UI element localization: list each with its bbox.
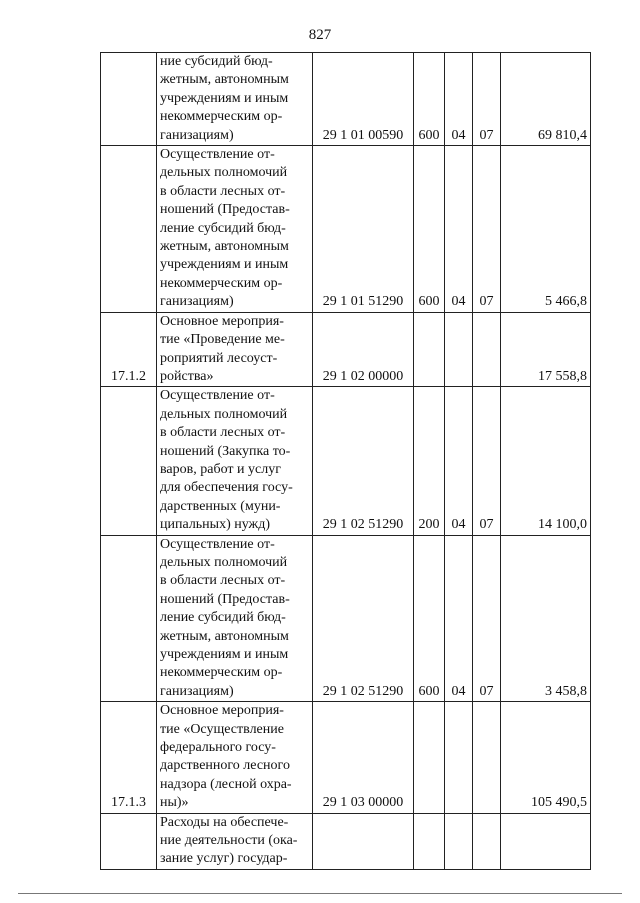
subsection-cell — [473, 813, 501, 869]
section-cell — [445, 813, 473, 869]
row-number-cell — [101, 535, 157, 702]
amount-text: 105 490,5 — [531, 795, 587, 811]
table-row — [101, 535, 591, 702]
expense-type-cell — [414, 312, 445, 387]
amount-cell — [501, 387, 591, 535]
amount-cell — [501, 535, 591, 702]
table-row — [101, 312, 591, 387]
target-code-cell — [313, 53, 414, 146]
table-row — [101, 53, 591, 146]
amount-cell — [501, 53, 591, 146]
item-name-text: Осуществление от- дельных полномочий в области лесных от- ношений (Предостав- ление субсидий бюд- жетным, автономным учреждениям и иным некоммерческим ор- ганизациям) — [160, 536, 290, 699]
table-row — [101, 146, 591, 313]
row-number-cell — [101, 312, 157, 387]
subsection-text: 07 — [479, 683, 494, 699]
target-code-cell — [313, 535, 414, 702]
subsection-cell — [473, 702, 501, 813]
expense-type-text: 600 — [418, 683, 440, 699]
row-number-cell — [101, 387, 157, 535]
section-cell — [445, 535, 473, 702]
subsection-cell — [473, 387, 501, 535]
amount-cell — [501, 312, 591, 387]
expense-type-cell — [414, 813, 445, 869]
expense-type-cell — [414, 702, 445, 813]
expense-type-cell — [414, 146, 445, 313]
section-cell — [445, 146, 473, 313]
item-name-cell — [157, 535, 313, 702]
item-name-text: Основное мероприя- тие «Проведение ме- роприятий лесоуст- ройства» — [160, 313, 285, 384]
amount-cell — [501, 146, 591, 313]
page-number: 827 — [308, 27, 332, 43]
row-number-text: 17.1.2 — [111, 368, 146, 384]
item-name-cell — [157, 53, 313, 146]
expense-type-cell — [414, 535, 445, 702]
table-row — [101, 813, 591, 869]
table-row — [101, 702, 591, 813]
subsection-text: 07 — [479, 294, 494, 310]
target-code-text: 29 1 03 00000 — [322, 795, 404, 811]
subsection-text: 07 — [479, 517, 494, 533]
item-name-cell — [157, 387, 313, 535]
amount-text: 17 558,8 — [538, 368, 587, 384]
amount-text: 3 458,8 — [545, 683, 587, 699]
item-name-text: ние субсидий бюд- жетным, автономным учреждениям и иным некоммерческим ор- ганизациям) — [160, 54, 289, 143]
expense-type-cell — [414, 53, 445, 146]
item-name-cell — [157, 312, 313, 387]
subsection-cell — [473, 53, 501, 146]
section-text: 04 — [451, 127, 466, 143]
row-number-cell — [101, 702, 157, 813]
target-code-text: 29 1 02 51290 — [322, 683, 404, 699]
target-code-cell — [313, 387, 414, 535]
target-code-cell — [313, 813, 414, 869]
subsection-text: 07 — [479, 127, 494, 143]
row-number-cell — [101, 146, 157, 313]
section-text: 04 — [451, 683, 466, 699]
table-row — [101, 387, 591, 535]
target-code-text: 29 1 01 00590 — [322, 127, 404, 143]
budget-table — [100, 52, 591, 870]
footer-rule — [18, 893, 622, 894]
amount-text: 14 100,0 — [538, 517, 587, 533]
table-body — [101, 53, 591, 870]
section-text: 04 — [451, 294, 466, 310]
item-name-text: Основное мероприя- тие «Осуществление федерального госу- дарственного лесного надзора (лесной охра- ны)» — [160, 703, 292, 811]
expense-type-text: 600 — [418, 294, 440, 310]
target-code-text: 29 1 01 51290 — [322, 294, 404, 310]
subsection-cell — [473, 535, 501, 702]
subsection-cell — [473, 146, 501, 313]
target-code-cell — [313, 702, 414, 813]
amount-cell — [501, 702, 591, 813]
item-name-cell — [157, 813, 313, 869]
section-cell — [445, 53, 473, 146]
item-name-text: Осуществление от- дельных полномочий в области лесных от- ношений (Предостав- ление субсидий бюд- жетным, автономным учреждениям и иным некоммерческим ор- ганизациям) — [160, 147, 290, 310]
item-name-cell — [157, 702, 313, 813]
subsection-cell — [473, 312, 501, 387]
item-name-text: Расходы на обеспече- ние деятельности (ока- зание услуг) государ- — [160, 814, 298, 867]
target-code-cell — [313, 312, 414, 387]
expense-type-text: 200 — [418, 517, 440, 533]
section-text: 04 — [451, 517, 466, 533]
row-number-text: 17.1.3 — [111, 795, 146, 811]
row-number-cell — [101, 53, 157, 146]
target-code-text: 29 1 02 00000 — [322, 368, 404, 384]
row-number-cell — [101, 813, 157, 869]
amount-text: 69 810,4 — [538, 127, 587, 143]
item-name-cell — [157, 146, 313, 313]
amount-text: 5 466,8 — [545, 294, 587, 310]
section-cell — [445, 387, 473, 535]
section-cell — [445, 702, 473, 813]
item-name-text: Осуществление от- дельных полномочий в области лесных от- ношений (Закупка то- варов, работ и услуг для обеспечения госу- дарственных (муни- ципальных) нужд) — [160, 388, 293, 533]
section-cell — [445, 312, 473, 387]
expense-type-cell — [414, 387, 445, 535]
target-code-cell — [313, 146, 414, 313]
amount-cell — [501, 813, 591, 869]
expense-type-text: 600 — [418, 127, 440, 143]
target-code-text: 29 1 02 51290 — [322, 517, 404, 533]
